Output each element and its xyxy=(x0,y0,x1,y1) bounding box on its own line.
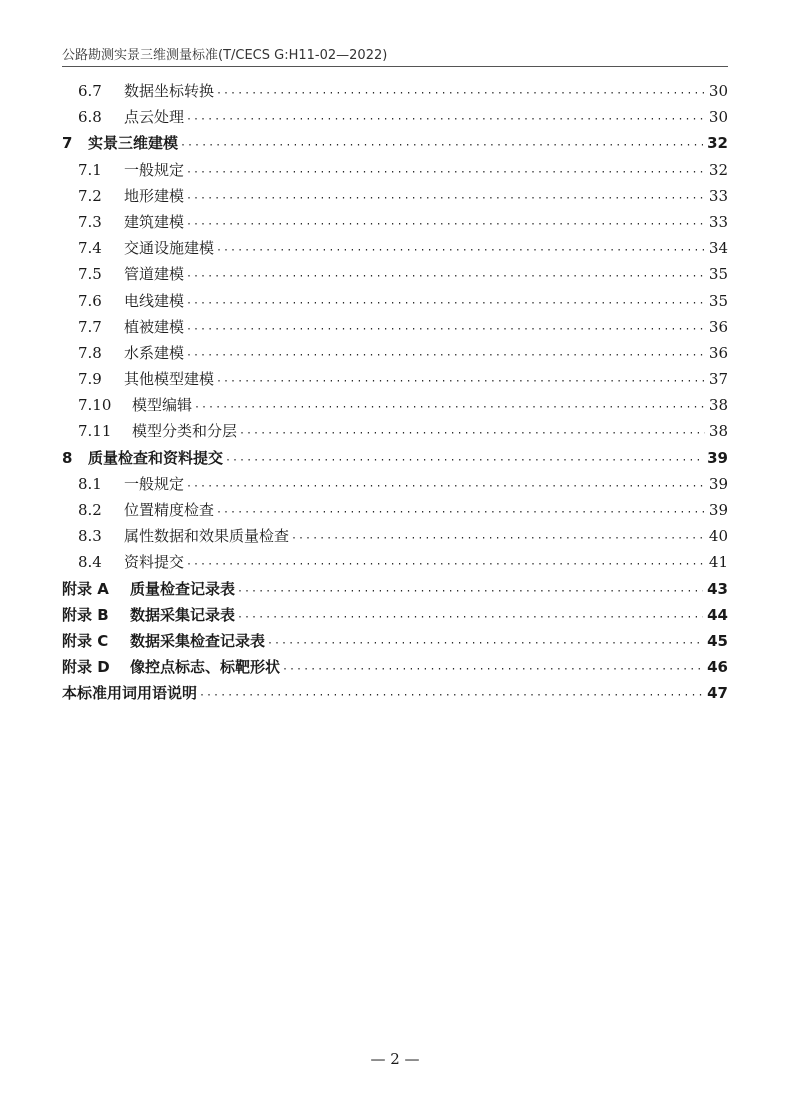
toc-entry-terminology[interactable] xyxy=(62,680,728,706)
toc-entry-8-3[interactable] xyxy=(62,523,728,549)
toc-page: 36 xyxy=(708,343,728,362)
toc-title: 点云处理 xyxy=(124,108,185,127)
toc-entry-appendix-b[interactable] xyxy=(62,602,728,628)
toc-title: 位置精度检查 xyxy=(124,501,215,519)
toc-entry-7-7[interactable] xyxy=(62,314,728,340)
toc-entry-appendix-a[interactable] xyxy=(62,576,728,602)
leader-dots xyxy=(216,369,705,395)
leader-dots xyxy=(186,107,705,133)
toc-page: 40 xyxy=(708,527,728,546)
toc-entry-chapter-7[interactable] xyxy=(62,130,728,156)
toc-entry-7-1[interactable] xyxy=(62,157,728,183)
toc-entry-appendix-d[interactable] xyxy=(62,654,728,680)
toc-number: 7.1 xyxy=(78,160,102,179)
leader-dots xyxy=(267,631,703,657)
toc-number: 8.2 xyxy=(78,501,102,519)
leader-dots xyxy=(237,579,703,605)
leader-dots xyxy=(237,605,703,631)
toc-title: 数据采集检查记录表 xyxy=(130,631,266,650)
toc-title: 管道建模 xyxy=(124,265,185,284)
toc-title: 地形建模 xyxy=(124,186,185,205)
toc-number: 7.9 xyxy=(78,370,102,389)
toc-page: 44 xyxy=(707,605,728,624)
toc-title: 质量检查记录表 xyxy=(130,579,236,598)
toc-title: 本标准用词用语说明 xyxy=(62,684,198,703)
toc-page: 47 xyxy=(707,684,728,703)
toc-entry-8-2[interactable] xyxy=(62,497,728,523)
toc-number: 8.4 xyxy=(78,553,102,572)
toc-number: 7 xyxy=(62,134,73,153)
toc-page: 41 xyxy=(708,553,728,572)
toc-entry-7-10[interactable] xyxy=(62,392,728,418)
toc-number: 7.11 xyxy=(78,422,112,441)
toc-page: 36 xyxy=(708,317,728,336)
toc-number: 7.10 xyxy=(78,396,112,415)
toc-entry-7-8[interactable] xyxy=(62,340,728,366)
toc-number: 7.5 xyxy=(78,265,102,284)
toc-title: 属性数据和效果质量检查 xyxy=(124,527,290,546)
table-of-contents xyxy=(62,78,728,707)
toc-number: 7.4 xyxy=(78,239,102,258)
toc-number: 附录 C xyxy=(62,631,109,650)
leader-dots xyxy=(216,81,705,107)
leader-dots xyxy=(216,238,705,264)
toc-number: 7.2 xyxy=(78,186,102,205)
leader-dots xyxy=(216,500,705,526)
toc-page: 35 xyxy=(708,291,728,310)
toc-title: 实景三维建模 xyxy=(88,134,179,153)
toc-number: 7.6 xyxy=(78,291,102,310)
toc-page: 33 xyxy=(708,186,728,205)
toc-title: 植被建模 xyxy=(124,317,185,336)
leader-dots xyxy=(194,395,705,421)
toc-page: 45 xyxy=(707,631,728,650)
toc-entry-6-8[interactable] xyxy=(62,104,728,130)
toc-entry-chapter-8[interactable] xyxy=(62,445,728,471)
toc-page: 43 xyxy=(707,579,728,598)
toc-title: 交通设施建模 xyxy=(124,239,215,258)
toc-page: 30 xyxy=(708,82,728,100)
toc-page: 32 xyxy=(707,134,728,153)
toc-page: 38 xyxy=(708,422,728,441)
toc-page: 39 xyxy=(707,448,728,467)
toc-title: 建筑建模 xyxy=(124,212,185,231)
leader-dots xyxy=(186,552,705,578)
toc-page: 39 xyxy=(708,474,728,493)
toc-number: 附录 B xyxy=(62,605,109,624)
toc-number: 附录 A xyxy=(62,579,109,598)
toc-entry-7-2[interactable] xyxy=(62,183,728,209)
toc-page: 34 xyxy=(708,239,728,258)
leader-dots xyxy=(186,264,705,290)
toc-number: 附录 D xyxy=(62,658,110,677)
toc-number: 7.7 xyxy=(78,317,102,336)
toc-page: 30 xyxy=(708,108,728,127)
toc-title: 其他模型建模 xyxy=(124,370,215,389)
leader-dots xyxy=(199,683,703,709)
toc-title: 像控点标志、标靶形状 xyxy=(130,658,281,677)
toc-entry-7-5[interactable] xyxy=(62,261,728,287)
toc-title: 模型编辑 xyxy=(132,396,193,415)
toc-entry-7-11[interactable] xyxy=(62,418,728,444)
leader-dots xyxy=(186,291,705,317)
leader-dots xyxy=(186,212,705,238)
toc-page: 38 xyxy=(708,396,728,415)
toc-title: 数据坐标转换 xyxy=(124,82,215,100)
toc-number: 6.7 xyxy=(78,82,102,100)
leader-dots xyxy=(180,133,703,159)
toc-number: 8.1 xyxy=(78,474,102,493)
running-header: 公路勘测实景三维测量标准(T/CECS G:H11-02—2022) xyxy=(62,48,388,63)
leader-dots xyxy=(291,526,705,552)
toc-number: 8 xyxy=(62,448,73,467)
toc-entry-7-6[interactable] xyxy=(62,288,728,314)
header-rule xyxy=(62,66,728,67)
toc-title: 一般规定 xyxy=(124,160,185,179)
toc-entry-7-4[interactable] xyxy=(62,235,728,261)
toc-page: 37 xyxy=(708,370,728,389)
toc-page: 39 xyxy=(708,501,728,519)
toc-title: 水系建模 xyxy=(124,343,185,362)
toc-number: 6.8 xyxy=(78,108,102,127)
leader-dots xyxy=(186,160,705,186)
leader-dots xyxy=(282,657,703,683)
toc-entry-6-7[interactable] xyxy=(62,78,728,104)
leader-dots xyxy=(186,474,705,500)
toc-entry-7-3[interactable] xyxy=(62,209,728,235)
toc-entry-8-1[interactable] xyxy=(62,471,728,497)
toc-number: 7.8 xyxy=(78,343,102,362)
leader-dots xyxy=(186,343,705,369)
toc-page: 35 xyxy=(708,265,728,284)
toc-title: 电线建模 xyxy=(124,291,185,310)
toc-title: 一般规定 xyxy=(124,474,185,493)
toc-entry-8-4[interactable] xyxy=(62,549,728,575)
toc-number: 7.3 xyxy=(78,212,102,231)
leader-dots xyxy=(186,317,705,343)
toc-title: 质量检查和资料提交 xyxy=(88,448,224,467)
leader-dots xyxy=(186,186,705,212)
leader-dots xyxy=(239,421,705,447)
toc-page: 46 xyxy=(707,658,728,677)
page-number: — 2 — xyxy=(370,1050,420,1068)
toc-page: 33 xyxy=(708,212,728,231)
toc-number: 8.3 xyxy=(78,527,102,546)
toc-entry-7-9[interactable] xyxy=(62,366,728,392)
toc-title: 资料提交 xyxy=(124,553,185,572)
toc-title: 模型分类和分层 xyxy=(132,422,238,441)
toc-page: 32 xyxy=(708,160,728,179)
leader-dots xyxy=(225,448,703,474)
toc-entry-appendix-c[interactable] xyxy=(62,628,728,654)
toc-title: 数据采集记录表 xyxy=(130,605,236,624)
